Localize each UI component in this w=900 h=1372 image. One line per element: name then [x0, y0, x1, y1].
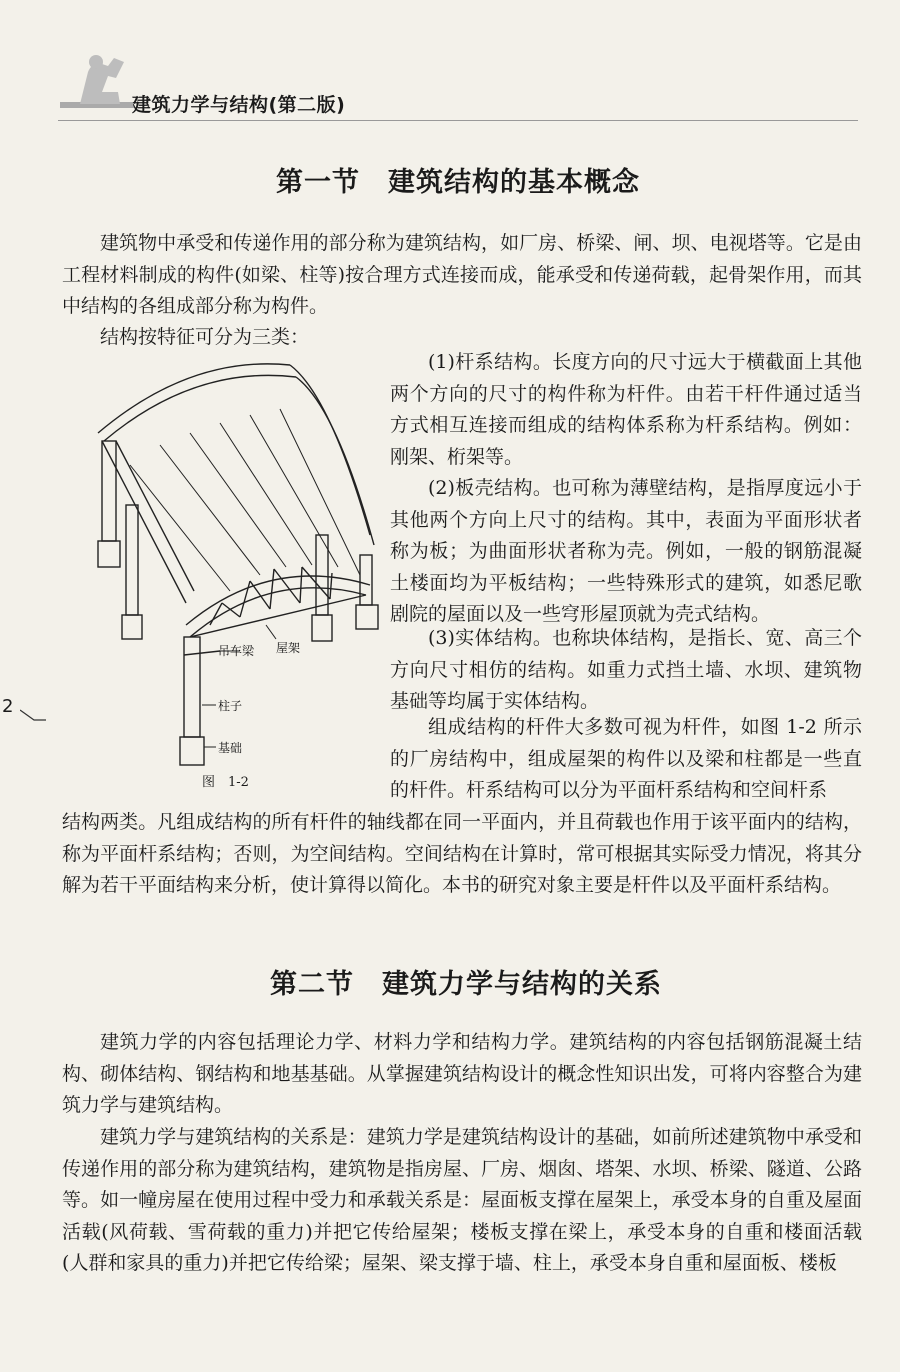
section-2-paragraph-2: 建筑力学与建筑结构的关系是：建筑力学是建筑结构设计的基础，如前所述建筑物中承受和传递作用的部分称为建筑结构，建筑物是指房屋、厂房、烟囱、塔架、水坝、桥梁、隧道、公路等。如一幢房屋在使用过程中受力和承载关系是：屋面板支撑在屋架上，承受本身的自重及屋面活载(风荷载、雪荷载的重力)并把它传给屋架；楼板支撑在梁上，承受本身的自重和楼面活载(人群和家具的重力)并把它传给梁；屋架、梁支撑于墙、柱上，承受本身自重和屋面板、楼板 — [62, 1126, 862, 1274]
structure-type-item-2: (2)板壳结构。也可称为薄壁结构，是指厚度远小于其他两个方向上尺寸的结构。其中，表面为平面形状者称为板；为曲面形状者称为壳。例如，一般的钢筋混凝土楼面均为平板结构；一些特殊形式的建筑，如悉尼歌剧院的屋面以及一些穹形屋顶就为壳式结构。 — [390, 477, 862, 625]
section-1-paragraph-2: 结构按特征可分为三类： — [100, 326, 310, 348]
section-1-paragraph-1: 建筑物中承受和传递作用的部分称为建筑结构，如厂房、桥梁、闸、坝、电视塔等。它是由工程材料制成的构件(如梁、柱等)按合理方式连接而成，能承受和传递荷载，起骨架作用，而其中结构的各组成部分称为构件。 — [62, 232, 862, 317]
section-1-title: 第一节 建筑结构的基本概念 — [276, 167, 640, 198]
structure-type-item-1: (1)杆系结构。长度方向的尺寸远大于横截面上其他两个方向的尺寸的构件称为杆件。由若干杆件通过适当方式相互连接而组成的结构体系称为杆系结构。例如：刚架、桁架等。 — [390, 351, 862, 468]
label-crane-beam: 吊车梁 — [218, 644, 255, 658]
structure-type-item-3: (3)实体结构。也称块体结构，是指长、宽、高三个方向尺寸相仿的结构。如重力式挡土墙、水坝、建筑物基础等均属于实体结构。 — [390, 627, 862, 712]
running-header: 建筑力学与结构(第二版) — [132, 94, 346, 116]
figure-caption: 图 1-2 — [202, 775, 249, 790]
page-number: 2 — [2, 696, 14, 717]
section-1-paragraph-3b: 结构两类。凡组成结构的所有杆件的轴线都在同一平面内，并且荷载也作用于该平面内的结构，称为平面杆系结构；否则，为空间结构。空间结构在计算时，常可根据其实际受力情况，将其分解为若干平面结构来分析，使计算得以简化。本书的研究对象主要是杆件以及平面杆系结构。 — [62, 811, 862, 896]
header-divider — [58, 120, 858, 121]
label-roof-truss: 屋架 — [276, 641, 301, 655]
section-2-title: 第二节 建筑力学与结构的关系 — [270, 969, 662, 1000]
label-foundation: 基础 — [218, 741, 243, 755]
page-marker-icon — [20, 708, 46, 722]
section-2-paragraph-1: 建筑力学的内容包括理论力学、材料力学和结构力学。建筑结构的内容包括钢筋混凝土结构、砌体结构、钢结构和地基基础。从掌握建筑结构设计的概念性知识出发，可将内容整合为建筑力学与建筑结构。 — [62, 1031, 862, 1116]
label-column: 柱子 — [218, 699, 243, 713]
section-1-paragraph-3a: 组成结构的杆件大多数可视为杆件，如图 1-2 所示的厂房结构中，组成屋架的构件以及梁和柱都是一些直的杆件。杆系结构可以分为平面杆系结构和空间杆系 — [390, 716, 862, 801]
book-logo-icon — [58, 52, 138, 122]
factory-structure-figure — [90, 355, 380, 795]
